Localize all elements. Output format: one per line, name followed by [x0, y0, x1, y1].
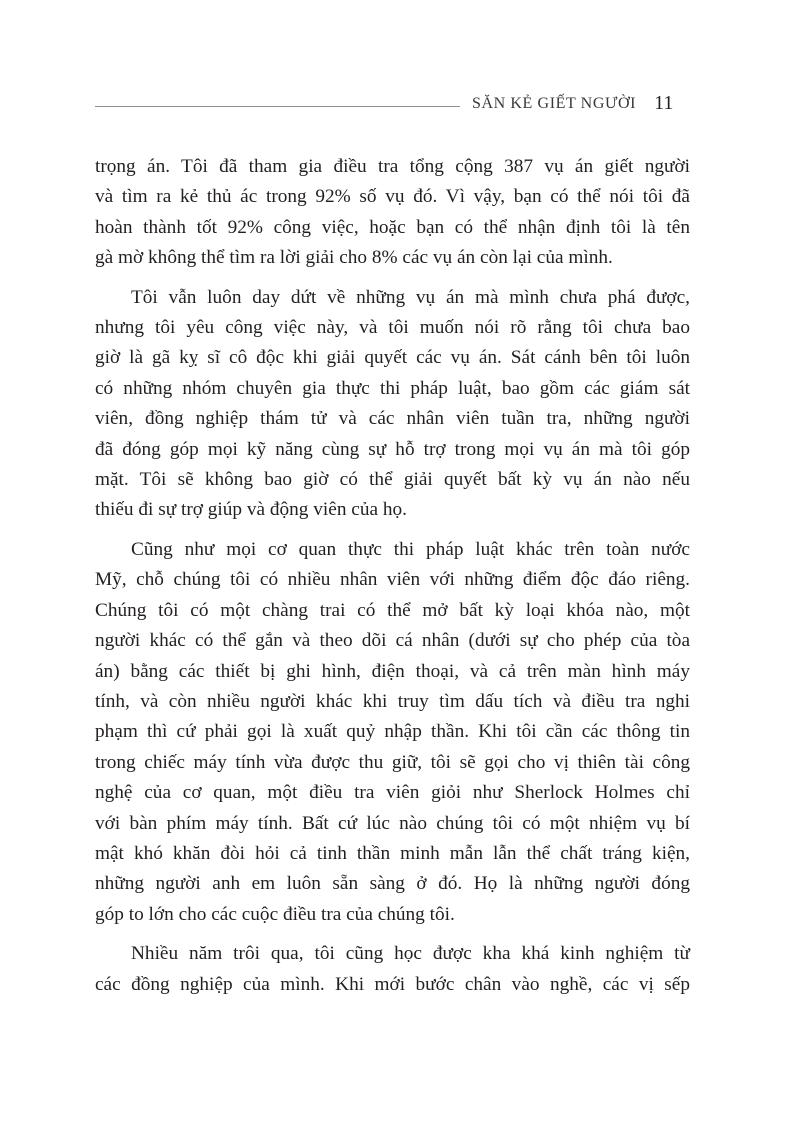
text-line: Cũng như mọi cơ quan thực thi pháp luật khác trên toàn nước — [131, 538, 690, 560]
text-line: Mỹ, chỗ chúng tôi có nhiều nhân viên với những điểm độc đáo riêng. — [95, 569, 690, 591]
text-line: mặt. Tôi sẽ không bao giờ có thể giải quyết bất kỳ vụ án nào nếu — [95, 469, 690, 491]
page-number: 11 — [654, 92, 674, 114]
text-line: nhưng tôi yêu công việc này, và tôi muốn nói rõ rằng tôi chưa bao — [95, 317, 690, 339]
text-line: trọng án. Tôi đã tham gia điều tra tổng cộng 387 vụ án giết người — [95, 156, 690, 177]
text-line: mật khó khăn đòi hỏi cả tinh thần minh mẫn lẫn thể chất tráng kiện, — [95, 842, 690, 864]
text-line: và tìm ra kẻ thủ ác trong 92% số vụ đó. Vì vậy, bạn có thể nói tôi đã — [95, 186, 690, 208]
text-line: có những nhóm chuyên gia thực thi pháp luật, bao gồm các giám sát — [95, 377, 690, 399]
running-title: SĂN KẺ GIẾT NGƯỜI — [472, 95, 637, 112]
text-line: Tôi vẫn luôn day dứt về những vụ án mà mình chưa phá được, — [131, 286, 690, 308]
text-line: người khác có thể gắn và theo dõi cá nhân (dưới sự cho phép của tòa — [95, 630, 690, 652]
paragraph-2 — [95, 283, 690, 526]
text-line: gà mờ không thể tìm ra lời giải cho 8% các vụ án còn lại của mình. — [95, 247, 613, 269]
text-line: Chúng tôi có một chàng trai có thể mở bất kỳ loại khóa nào, một — [95, 599, 690, 621]
text-line: tính, và còn nhiều người khác khi truy tìm dấu tích và điều tra nghi — [95, 690, 690, 712]
text-line: giờ là gã kỵ sĩ cô độc khi giải quyết các vụ án. Sát cánh bên tôi luôn — [95, 347, 690, 369]
text-line: hoàn thành tốt 92% công việc, hoặc bạn có thể nhận định tôi là tên — [95, 216, 690, 238]
paragraph-3 — [95, 535, 690, 930]
text-line: án) bằng các thiết bị ghi hình, điện thoại, và cả trên màn hình máy — [95, 660, 690, 682]
paragraph-4 — [95, 939, 690, 1000]
text-line: những người anh em luôn sẵn sàng ở đó. Họ là những người đóng — [95, 873, 690, 895]
text-line: viên, đồng nghiệp thám tử và các nhân viên tuần tra, những người — [95, 408, 690, 430]
header-rule — [95, 106, 460, 107]
text-line: các đồng nghiệp của mình. Khi mới bước chân vào nghề, các vị sếp — [95, 973, 690, 995]
running-header — [95, 84, 690, 114]
text-line: Nhiều năm trôi qua, tôi cũng học được kha khá kinh nghiệm từ — [131, 943, 690, 965]
paragraph-1 — [95, 152, 690, 274]
text-line: thiếu đi sự trợ giúp và động viên của họ. — [95, 499, 407, 521]
text-line: trong chiếc máy tính vừa được thu giữ, tôi sẽ gọi cho vị thiên tài công — [95, 751, 690, 773]
text-line: phạm thì cứ phải gọi là xuất quỷ nhập thần. Khi tôi cần các thông tin — [95, 721, 690, 743]
text-line: góp to lớn cho các cuộc điều tra của chúng tôi. — [95, 903, 455, 925]
text-line: đã đóng góp mọi kỹ năng cùng sự hỗ trợ trong mọi vụ án mà tôi góp — [95, 438, 690, 460]
text-line: nghệ của cơ quan, một điều tra viên giỏi như Sherlock Holmes chỉ — [95, 782, 690, 804]
body-text — [95, 152, 690, 1009]
text-line: với bàn phím máy tính. Bất cứ lúc nào chúng tôi có một nhiệm vụ bí — [95, 812, 690, 834]
